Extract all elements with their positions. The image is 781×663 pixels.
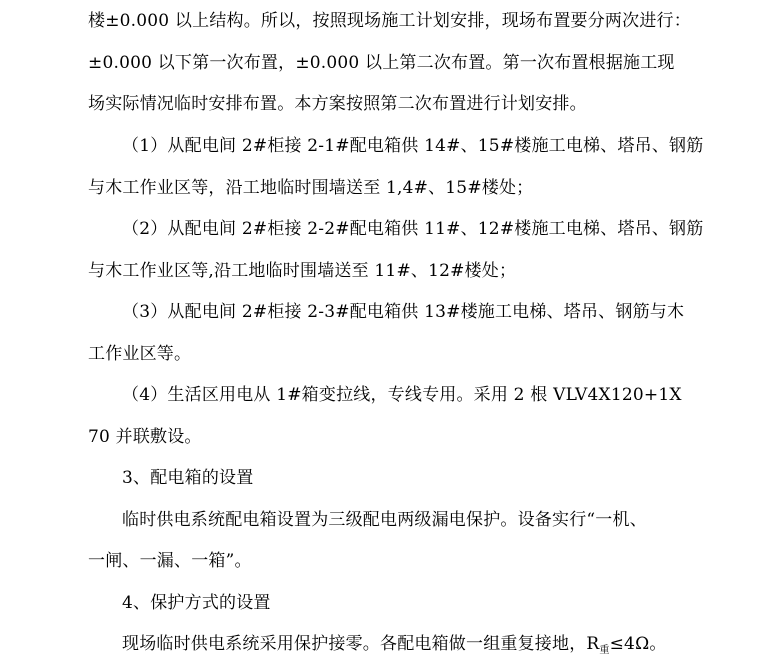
section-heading-distribution-box: 3、配电箱的设置 [122,468,254,488]
list-item-4: （4）生活区用电从 1#箱变拉线，专线专用。采用 2 根 VLV4Ⅹ120+1Ⅹ [122,385,682,405]
list-item-4-cont: 70 并联敷设。 [88,427,202,447]
list-item-3: （3）从配电间 2#柜接 2-3#配电箱供 13#楼施工电梯、塔吊、钢筋与木 [122,302,685,322]
resistance-subscript: 重 [599,645,610,656]
list-item-1: （1）从配电间 2#柜接 2-1#配电箱供 14#、15#楼施工电梯、塔吊、钢筋 [122,136,704,156]
last-line-tail: ≤4Ω。 [609,634,667,654]
paragraph-line: 楼±0.000 以上结构。所以，按照现场施工计划安排，现场布置要分两次进行： [88,11,691,31]
section-heading-protection: 4、保护方式的设置 [122,593,271,613]
list-item-1-cont: 与木工作业区等，沿工地临时围墙送至 1,4#、15#楼处； [88,178,534,198]
list-item-2: （2）从配电间 2#柜接 2-2#配电箱供 11#、12#楼施工电梯、塔吊、钢筋 [122,219,704,239]
paragraph-line: 临时供电系统配电箱设置为三级配电两级漏电保护。设备实行“一机、 [122,510,647,530]
list-item-2-cont: 与木工作业区等,沿工地临时围墙送至 11#、12#楼处； [88,261,517,281]
paragraph-line: 场实际情况临时安排布置。本方案按照第二次布置进行计划安排。 [88,94,587,114]
last-line-text: 现场临时供电系统采用保护接零。各配电箱做一组重复接地，R [122,634,600,654]
paragraph-line: ±0.000 以下第一次布置，±0.000 以上第二次布置。第一次布置根据施工现 [88,53,675,73]
list-item-3-cont: 工作业区等。 [88,344,192,364]
paragraph-line-last [122,633,778,658]
paragraph-line: 一闸、一漏、一箱”。 [88,551,252,571]
